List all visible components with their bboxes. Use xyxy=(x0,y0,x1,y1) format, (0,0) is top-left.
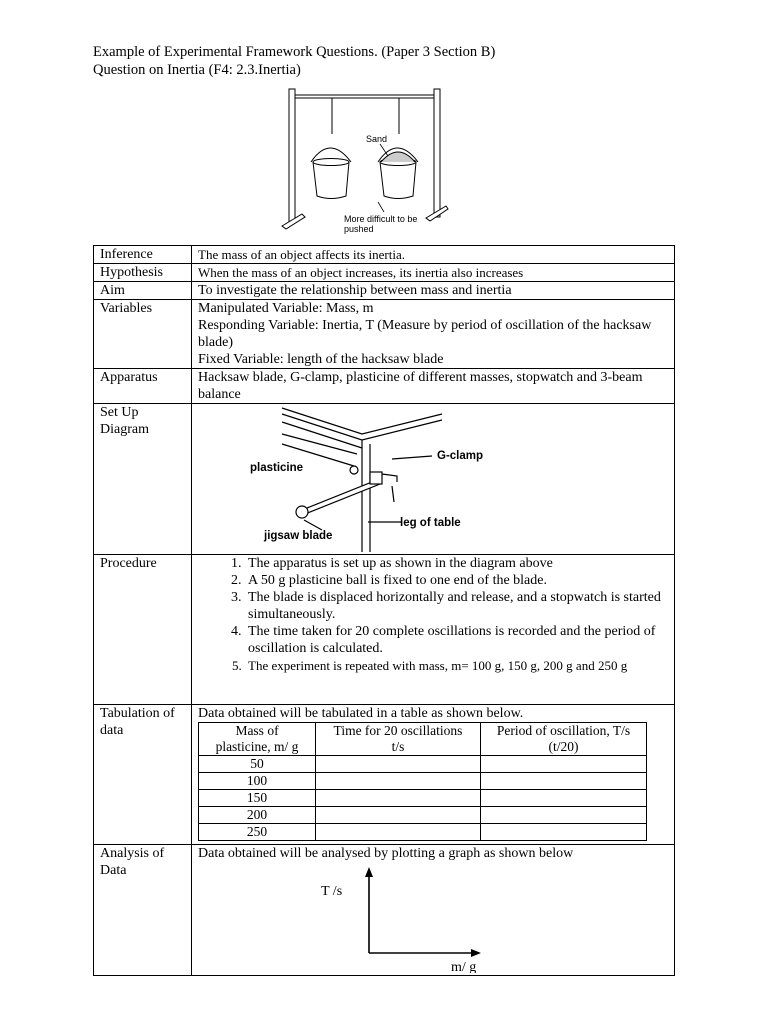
mass-cell: 250 xyxy=(199,824,316,841)
document-title: Example of Experimental Framework Questions. (Paper 3 Section B) xyxy=(93,44,496,60)
sand-label: Sand xyxy=(366,134,388,144)
row-hypothesis xyxy=(94,264,675,282)
mass-column-header xyxy=(199,723,316,756)
bucket-left xyxy=(311,98,351,199)
gclamp-label: G-clamp xyxy=(437,450,484,462)
mass-cell: 150 xyxy=(199,790,316,807)
tabulation-label xyxy=(94,705,192,845)
setup-label xyxy=(94,404,192,555)
time-header-line1: Time for 20 oscillations xyxy=(333,723,463,738)
inference-label: Inference xyxy=(94,246,192,264)
plasticine-label: plasticine xyxy=(250,462,304,474)
period-column-header xyxy=(481,723,647,756)
mass-header-line2: plasticine, m/ g xyxy=(215,739,299,754)
setup-diagram-cell xyxy=(192,404,675,555)
analysis-intro: Data obtained will be analysed by plotting a graph as shown below xyxy=(198,846,574,861)
results-table xyxy=(198,722,647,841)
time-cell xyxy=(316,756,481,773)
mass-cell: 50 xyxy=(199,756,316,773)
x-axis-arrow-icon xyxy=(471,949,481,957)
analysis-content xyxy=(192,845,675,976)
variables-label: Variables xyxy=(94,300,192,369)
table-row xyxy=(199,807,647,824)
document-subtitle: Question on Inertia (F4: 2.3.Inertia) xyxy=(93,62,301,78)
apparatus-text: Hacksaw blade, G-clamp, plasticine of different masses, stopwatch and 3-beam balance xyxy=(192,369,675,404)
procedure-step: 2. A 50 g plasticine ball is fixed to one end of the blade. xyxy=(245,572,674,589)
variables-content xyxy=(192,300,675,369)
setup-label-line2: Diagram xyxy=(100,422,149,437)
table-leg-label: leg of table xyxy=(400,517,461,529)
hanging-buckets-figure xyxy=(280,84,450,239)
tabulation-content xyxy=(192,705,675,845)
analysis-label-line1: Analysis of xyxy=(100,846,165,861)
setup-diagram xyxy=(242,404,532,552)
mass-cell: 200 xyxy=(199,807,316,824)
time-cell xyxy=(316,773,481,790)
period-header-line1: Period of oscillation, T/s xyxy=(496,723,631,738)
procedure-step: 4. The time taken for 20 complete oscillations is recorded and the period of oscillation is calculated. xyxy=(245,623,674,657)
procedure-label: Procedure xyxy=(94,555,192,705)
tabulation-label-line1: Tabulation of xyxy=(100,706,175,721)
hypothesis-text: When the mass of an object increases, its inertia also increases xyxy=(192,264,675,282)
tabulation-intro: Data obtained will be tabulated in a table as shown below. xyxy=(198,706,524,721)
row-inference xyxy=(94,246,675,264)
experiment-framework-table xyxy=(93,245,675,976)
analysis-label-line2: Data xyxy=(100,863,127,878)
procedure-steps xyxy=(198,555,674,674)
time-cell xyxy=(316,824,481,841)
table-row xyxy=(199,824,647,841)
procedure-step: 1. The apparatus is set up as shown in the diagram above xyxy=(245,555,674,572)
time-header-line2: t/s xyxy=(391,739,405,754)
row-apparatus xyxy=(94,369,675,404)
x-axis-label: m/ g xyxy=(451,960,477,973)
time-cell xyxy=(316,807,481,824)
setup-label-line1: Set Up xyxy=(100,405,139,420)
inference-text: The mass of an object affects its inertia. xyxy=(192,246,675,264)
blade-label: jigsaw blade xyxy=(264,530,333,542)
analysis-label xyxy=(94,845,192,976)
fixed-variable: Fixed Variable: length of the hacksaw blade xyxy=(198,352,444,367)
bucket-right xyxy=(378,98,418,199)
table-row xyxy=(199,773,647,790)
row-aim xyxy=(94,282,675,300)
aim-text: To investigate the relationship between mass and inertia xyxy=(192,282,675,300)
table-row xyxy=(199,756,647,773)
procedure-step: 5. The experiment is repeated with mass, m= 100 g, 150 g, 200 g and 250 g xyxy=(245,657,674,674)
period-header-line2: (t/20) xyxy=(548,739,579,754)
time-cell xyxy=(316,790,481,807)
caption-line1: More difficult to be xyxy=(344,214,418,224)
apparatus-label: Apparatus xyxy=(94,369,192,404)
procedure-content xyxy=(192,555,675,705)
tabulation-label-line2: data xyxy=(100,723,124,738)
period-cell xyxy=(481,773,647,790)
frame xyxy=(282,89,448,229)
row-tabulation xyxy=(94,705,675,845)
row-variables xyxy=(94,300,675,369)
responding-variable: Responding Variable: Inertia, T (Measure by period of oscillation of the hacksaw blade) xyxy=(198,318,652,350)
row-setup xyxy=(94,404,675,555)
period-cell xyxy=(481,824,647,841)
time-column-header xyxy=(316,723,481,756)
row-analysis xyxy=(94,845,675,976)
aim-label: Aim xyxy=(94,282,192,300)
mass-cell: 100 xyxy=(199,773,316,790)
period-cell xyxy=(481,756,647,773)
period-cell xyxy=(481,807,647,824)
hypothesis-label: Hypothesis xyxy=(94,264,192,282)
y-axis-arrow-icon xyxy=(365,867,373,877)
manipulated-variable: Manipulated Variable: Mass, m xyxy=(198,301,374,316)
mass-header-line1: Mass of xyxy=(235,723,279,738)
y-axis-label: T /s xyxy=(321,884,343,899)
table-row xyxy=(199,790,647,807)
caption-line2: pushed xyxy=(344,224,374,234)
sketch-graph-axes xyxy=(307,863,507,973)
procedure-step: 3. The blade is displaced horizontally and release, and a stopwatch is started simultaneously. xyxy=(245,589,674,623)
period-cell xyxy=(481,790,647,807)
results-header-row xyxy=(199,723,647,756)
row-procedure xyxy=(94,555,675,705)
